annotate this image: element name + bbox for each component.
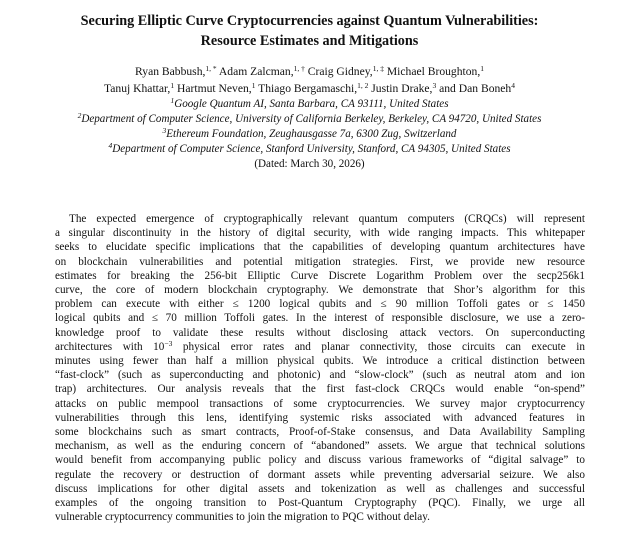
abstract-line: “fast-clock” (such as superconducting and photonic) and “slow-clock” (such as neutral atom and ion bbox=[55, 369, 585, 382]
abstract-line: The expected emergence of cryptographically relevant quantum computers (CRQCs) will represent bbox=[69, 213, 585, 225]
abstract-line: seeks to elucidate specific implications that the capabilities of developing quantum architectures have bbox=[55, 241, 585, 254]
title-line-2: Resource Estimates and Mitigations bbox=[200, 33, 419, 49]
author-list bbox=[8, 63, 611, 97]
abstract-line: curve, the core of modern blockchain cryptography. We demonstrate that Shor’s algorithm for this bbox=[55, 284, 585, 297]
affiliation: $^3$Ethereum Foundation, Zeughausgasse 7a, 6300 Zug, Switzerland bbox=[162, 126, 457, 140]
abstract-line: knowledge proof to validate these results without disclosing attack vectors. On superconducting bbox=[55, 326, 585, 339]
dated-line: (Dated: March 30, 2026) bbox=[254, 158, 365, 170]
abstract-line: would benefit from accompanying public policy and discuss various frameworks of “digital salvage” to bbox=[55, 454, 585, 467]
abstract-line: vulnerable cryptocurrency communities to join the migration to PQC without delay. bbox=[55, 511, 430, 524]
abstract bbox=[55, 212, 585, 524]
abstract-line: regulate the recovery or destruction of dormant assets while preventing adversarial seizure. We also bbox=[55, 468, 585, 481]
author: Justin Drake,$^3$ bbox=[371, 81, 437, 95]
author: Hartmut Neven,$^1$ bbox=[177, 81, 256, 95]
affiliation-list bbox=[8, 97, 611, 157]
author-line-1 bbox=[8, 63, 611, 80]
affiliation: $^1$Google Quantum AI, Santa Barbara, CA 93111, United States bbox=[170, 96, 449, 110]
abstract-line: attacks on public mempool transactions of some cryptocurrencies. We survey major cryptocurrency bbox=[55, 397, 585, 410]
abstract-line: some blockchains such as smart contracts, Proof-of-Stake consensus, and Data Availability Sampling bbox=[55, 426, 585, 439]
abstract-line: on blockchain vulnerabilities and potential mitigation strategies. First, we provide new resource bbox=[55, 255, 585, 268]
author: Craig Gidney,$^{1, \ddagger}$ bbox=[307, 64, 384, 78]
abstract-line: mechanism, as well as the enduring concern of “abandoned” assets. We argue that technical solutions bbox=[55, 440, 585, 453]
author-line-2 bbox=[8, 80, 611, 97]
author: Tanuj Khattar,$^1$ bbox=[104, 81, 175, 95]
author: Adam Zalcman,$^{1, \dagger}$ bbox=[218, 64, 305, 78]
abstract-line: minutes using fewer than half a million physical qubits. We introduce a critical distinction between bbox=[55, 355, 585, 368]
abstract-line: examples of the ongoing transition to Post-Quantum Cryptography (PQC). Finally, we urge all bbox=[55, 497, 585, 510]
author: Michael Broughton,$^1$ bbox=[386, 64, 484, 78]
abstract-line: a singular discontinuity in the history of digital security, with wide ranging impacts. This whitepaper bbox=[55, 227, 585, 240]
abstract-line: trap) architectures. Our analysis reveals that the first fast-clock CRQCs would enable “on-spend” bbox=[55, 383, 585, 396]
affiliation: $^4$Department of Computer Science, Stanford University, Stanford, CA 94305, United States bbox=[108, 141, 511, 155]
author: Ryan Babbush,$^{1, *}$ bbox=[135, 64, 217, 78]
abstract-line: problem can execute with either ≤ 1200 logical qubits and ≤ 90 million Toffoli gates or ≤ 1450 bbox=[55, 298, 585, 311]
abstract-line: discuss implications for other digital assets and tokenization as well as challenges and successful bbox=[55, 482, 585, 495]
abstract-line: logical qubits and ≤ 70 million Toffoli gates. In the interest of responsible disclosure, we use a zero- bbox=[55, 312, 585, 325]
paper-title bbox=[8, 11, 611, 51]
abstract-line: vulnerabilities through this lens, identifying systemic risks associated with advanced features in bbox=[55, 411, 585, 424]
author: and Dan Boneh$^4$ bbox=[439, 81, 515, 95]
abstract-line: architectures with $10^{-3}$ physical error rates and planar connectivity, those circuits can execute in bbox=[55, 338, 585, 353]
title-line-1: Securing Elliptic Curve Cryptocurrencies against Quantum Vulnerabilities: bbox=[80, 13, 539, 29]
abstract-line: estimates for breaking the 256-bit Elliptic Curve Discrete Logarithm Problem over the secp256k1 bbox=[55, 269, 585, 282]
author: Thiago Bergamaschi,$^{1, 2}$ bbox=[258, 81, 369, 95]
affiliation: $^2$Department of Computer Science, University of California Berkeley, Berkeley, CA 94720, United States bbox=[77, 111, 542, 125]
